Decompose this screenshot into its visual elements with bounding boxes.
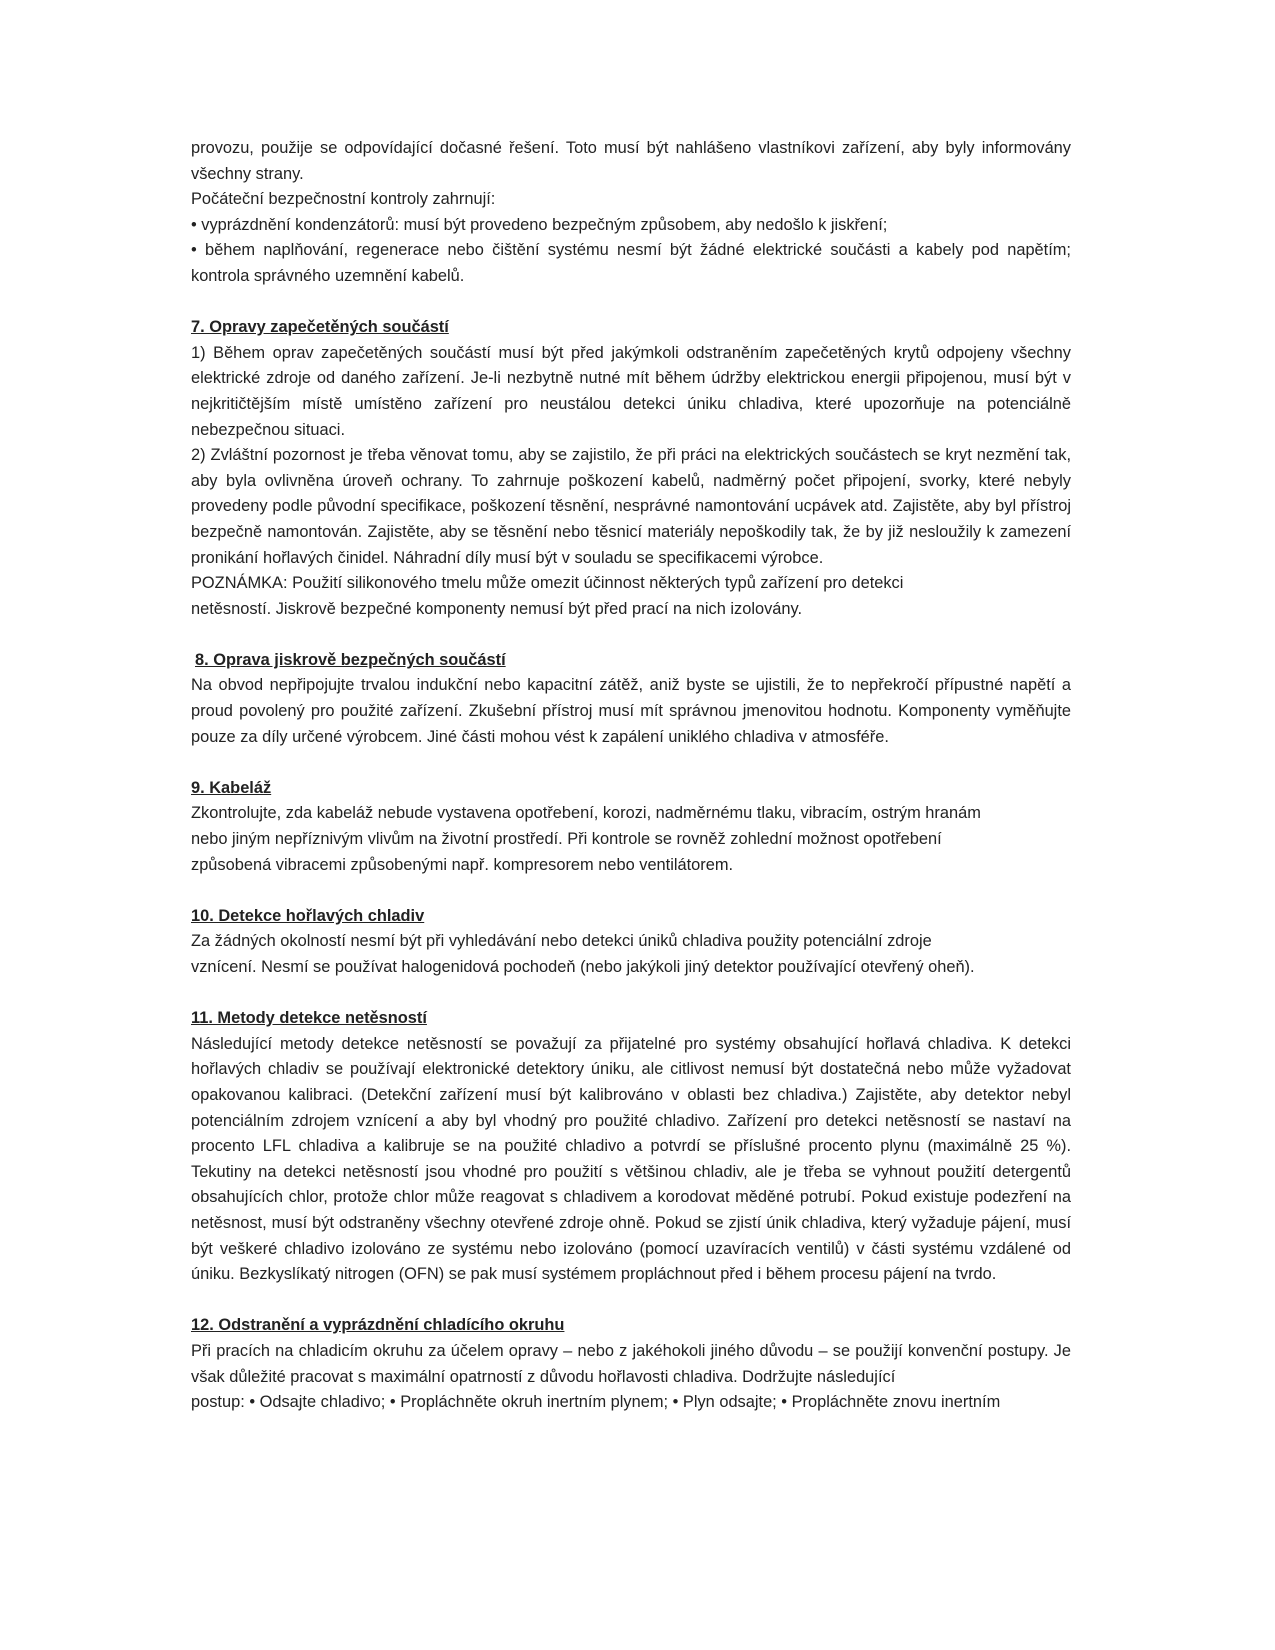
initial-checks-line: Počáteční bezpečnostní kontroly zahrnují: [191, 190, 496, 209]
section-7-heading: 7. Opravy zapečetěných součástí [191, 318, 449, 337]
section-9-line-2: nebo jiným nepříznivým vlivům na životní prostředí. Při kontrole se rovněž zohlední možnost opotřebení [191, 830, 942, 849]
bullet-capacitors: • vyprázdnění kondenzátorů: musí být provedeno bezpečným způsobem, aby nedošlo k jiskření; [191, 215, 888, 234]
section-11-paragraph: Následující metody detekce netěsností se považují za přijatelné pro systémy obsahující hořlavá chladiva. K detekci hořlavých chladiv se používají elektronické detektory úniku, ale citlivost nemusí být dostatečná nebo může vyžadovat opakovanou kalibraci. (Detekční zařízení musí být kalibrováno v oblasti bez chladiva.) Zajistěte, aby detektor nebyl potenciálním zdrojem vznícení a aby byl vhodný pro použité chladivo. Zařízení pro detekci netěsností se nastaví na procento LFL chladiva a kalibruje se na použité chladivo a potvrdí se příslušné procento plynu (maximálně 25 %). Tekutiny na detekci netěsností jsou vhodné pro použití s většinou chladiv, ale je třeba se vyhnout použití detergentů obsahujících chlor, protože chlor může reagovat s chladivem a korodovat měděné potrubí. Pokud existuje podezření na netěsnost, musí být odstraněny všechny otevřené zdroje ohně. Pokud se zjistí únik chladiva, který vyžaduje pájení, musí být veškeré chladivo izolováno ze systému nebo izolováno (pomocí uzavíracích ventilů) v části systému vzdálené od úniku. Bezkyslíkatý nitrogen (OFN) se pak musí systémem propláchnout před i během procesu pájení na tvrdo. [191, 1034, 1071, 1284]
spacer [191, 290, 1071, 316]
section-8-paragraph: Na obvod nepřipojujte trvalou indukční nebo kapacitní zátěž, aniž byste se ujistili, že to nepřekročí přípustné napětí a proud povolený pro použité zařízení. Zkušební přístroj musí mít správnou jmenovitou hodnotu. Komponenty vyměňujte pouze za díly určené výrobcem. Jiné části mohou vést k zapálení uniklého chladiva v atmosféře. [191, 676, 1071, 746]
section-12-paragraph: Při pracích na chladicím okruhu za účelem opravy – nebo z jakéhokoli jiného důvodu – se použijí konvenční postupy. Je však důležité pracovat s maximální opatrností z důvodu hořlavosti chladiva. Dodržujte následující [191, 1341, 1071, 1386]
section-7-paragraph-1: 1) Během oprav zapečetěných součástí musí být před jakýmkoli odstraněním zapečetěných krytů odpojeny všechny elektrické zdroje od daného zařízení. Je-li nezbytně nutné mít během údržby elektrickou energii připojenou, musí být v nejkritičtějším místě umístěno zařízení pro neustálou detekci úniku chladiva, které upozorňuje na potenciálně nebezpečnou situaci. [191, 343, 1071, 439]
section-11-heading: 11. Metody detekce netěsností [191, 1009, 427, 1028]
section-12-heading: 12. Odstranění a vyprázdnění chladícího okruhu [191, 1316, 565, 1335]
section-7-note-line-2: netěsností. Jiskrově bezpečné komponenty nemusí být před prací na nich izolovány. [191, 599, 803, 618]
document-page [191, 136, 1071, 1416]
section-9-heading: 9. Kabeláž [191, 778, 272, 797]
section-7-note-line-1: POZNÁMKA: Použití silikonového tmelu může omezit účinnost některých typů zařízení pro detekci [191, 574, 904, 593]
section-10-heading: 10. Detekce hořlavých chladiv [191, 906, 425, 925]
spacer [191, 878, 1071, 904]
spacer [191, 1288, 1071, 1314]
section-9-line-3: způsobená vibracemi způsobenými např. kompresorem nebo ventilátorem. [191, 855, 734, 874]
spacer [191, 981, 1071, 1007]
section-9-line-1: Zkontrolujte, zda kabeláž nebude vystavena opotřebení, korozi, nadměrnému tlaku, vibracím, ostrým hranám [191, 804, 981, 823]
bullet-cables: • během naplňování, regenerace nebo čištění systému nesmí být žádné elektrické součásti a kabely pod napětím; kontrola správného uzemnění kabelů. [191, 241, 1071, 285]
section-7-paragraph-2: 2) Zvláštní pozornost je třeba věnovat tomu, aby se zajistilo, že při práci na elektrických součástech se kryt nezmění tak, aby byla ovlivněna úroveň ochrany. To zahrnuje poškození kabelů, nadměrný počet připojení, svorky, které nebyly provedeny podle původní specifikace, poškození těsnění, nesprávné namontování ucpávek atd. Zajistěte, aby byl přístroj bezpečně namontován. Zajistěte, aby se těsnění nebo těsnicí materiály nepoškodily tak, že by již nesloužily k zamezení pronikání hořlavých činidel. Náhradní díly musí být v souladu se specifikacemi výrobce. [191, 446, 1071, 567]
section-10-line-1: Za žádných okolností nesmí být při vyhledávání nebo detekci úniků chladiva použity potenciální zdroje [191, 932, 932, 951]
section-8-heading: 8. Oprava jiskrově bezpečných součástí [195, 650, 506, 669]
intro-paragraph: provozu, použije se odpovídající dočasné řešení. Toto musí být nahlášeno vlastníkovi zařízení, aby byly informovány všechny strany. [191, 139, 1071, 183]
section-12-last-line: postup: • Odsajte chladivo; • Propláchněte okruh inertním plynem; • Plyn odsajte; • Propláchněte znovu inertním [191, 1393, 1001, 1412]
spacer [191, 622, 1071, 648]
spacer [191, 750, 1071, 776]
section-10-line-2: vznícení. Nesmí se používat halogenidová pochodeň (nebo jakýkoli jiný detektor používající otevřený oheň). [191, 958, 975, 976]
